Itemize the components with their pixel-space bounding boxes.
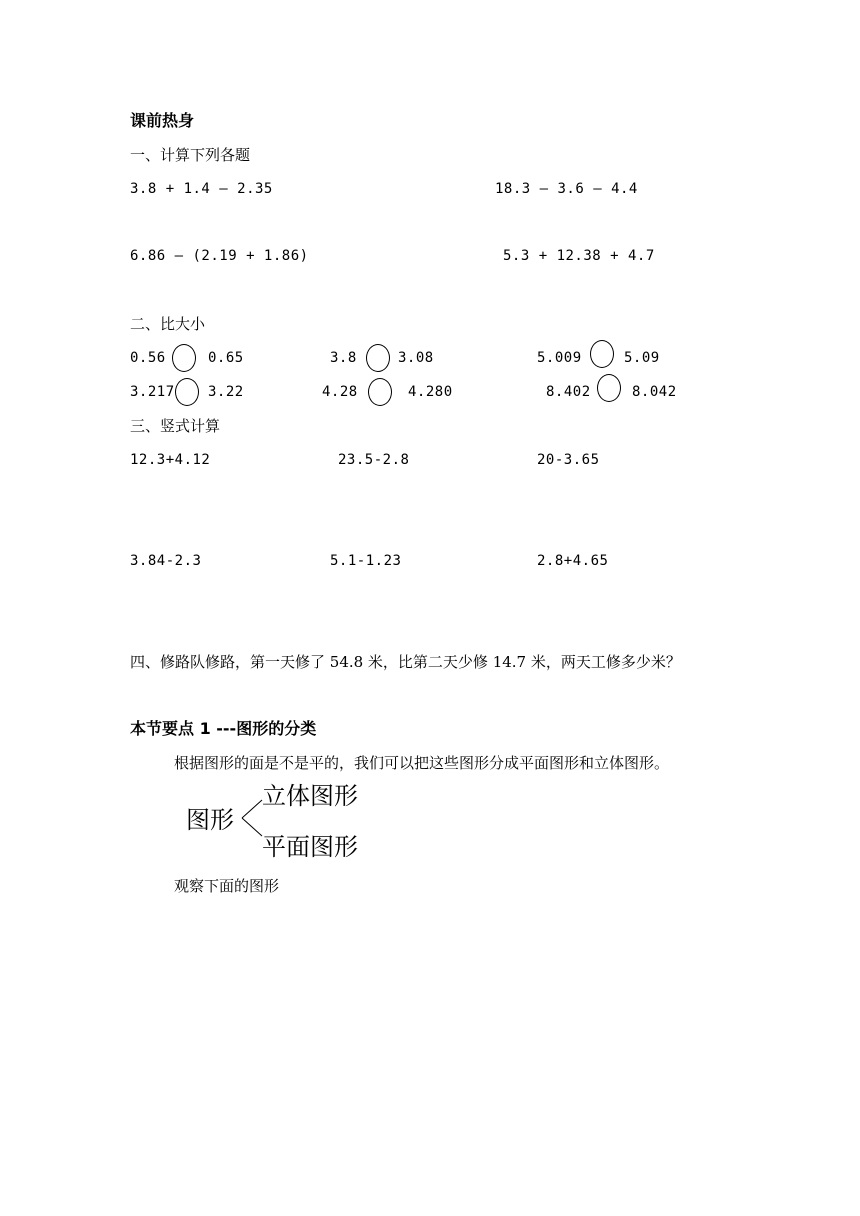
vertical-calc-problem: 20-3.65 bbox=[537, 452, 600, 468]
observe-text: 观察下面的图形 bbox=[174, 877, 280, 895]
compare-left: 8.402 bbox=[546, 384, 591, 400]
compare-right: 4.280 bbox=[408, 384, 453, 400]
vertical-calc-problem: 2.8+4.65 bbox=[537, 553, 609, 569]
diagram-branch-bottom-label: 平面图形 bbox=[262, 833, 358, 861]
calc-problem: 5.3 + 12.38 + 4.7 bbox=[503, 248, 655, 264]
warmup-title: 课前热身 bbox=[130, 111, 195, 130]
section1-heading: 一、计算下列各题 bbox=[130, 146, 251, 164]
compare-left: 3.8 bbox=[330, 350, 357, 366]
compare-left: 0.56 bbox=[130, 350, 166, 366]
vertical-calc-problem: 12.3+4.12 bbox=[130, 452, 211, 468]
compare-right: 5.09 bbox=[624, 350, 660, 366]
vertical-calc-problem: 23.5-2.8 bbox=[338, 452, 410, 468]
connector-line-bottom bbox=[242, 818, 262, 836]
compare-left: 3.217 bbox=[130, 384, 175, 400]
diagram-branch-top-label: 立体图形 bbox=[262, 782, 358, 810]
connector-line-top bbox=[242, 800, 262, 818]
keypoint-intro: 根据图形的面是不是平的，我们可以把这些图形分成平面图形和立体图形。 bbox=[174, 754, 670, 772]
compare-right: 3.22 bbox=[208, 384, 244, 400]
vertical-calc-problem: 3.84-2.3 bbox=[130, 553, 202, 569]
section2-heading: 二、比大小 bbox=[130, 315, 206, 333]
word-problem: 四、修路队修路，第一天修了 54.8 米，比第二天少修 14.7 米，两天工修多少米？ bbox=[130, 653, 681, 671]
compare-left: 4.28 bbox=[322, 384, 358, 400]
compare-left: 5.009 bbox=[537, 350, 582, 366]
compare-right: 0.65 bbox=[208, 350, 244, 366]
compare-right: 3.08 bbox=[398, 350, 434, 366]
vertical-calc-problem: 5.1-1.23 bbox=[330, 553, 402, 569]
section3-heading: 三、竖式计算 bbox=[130, 417, 221, 435]
calc-problem: 3.8 + 1.4 – 2.35 bbox=[130, 181, 273, 197]
keypoint-title: 本节要点 1 ---图形的分类 bbox=[130, 719, 317, 738]
diagram-root-label: 图形 bbox=[186, 806, 234, 834]
compare-right: 8.042 bbox=[632, 384, 677, 400]
calc-problem: 6.86 – (2.19 + 1.86) bbox=[130, 248, 309, 264]
calc-problem: 18.3 – 3.6 – 4.4 bbox=[495, 181, 638, 197]
